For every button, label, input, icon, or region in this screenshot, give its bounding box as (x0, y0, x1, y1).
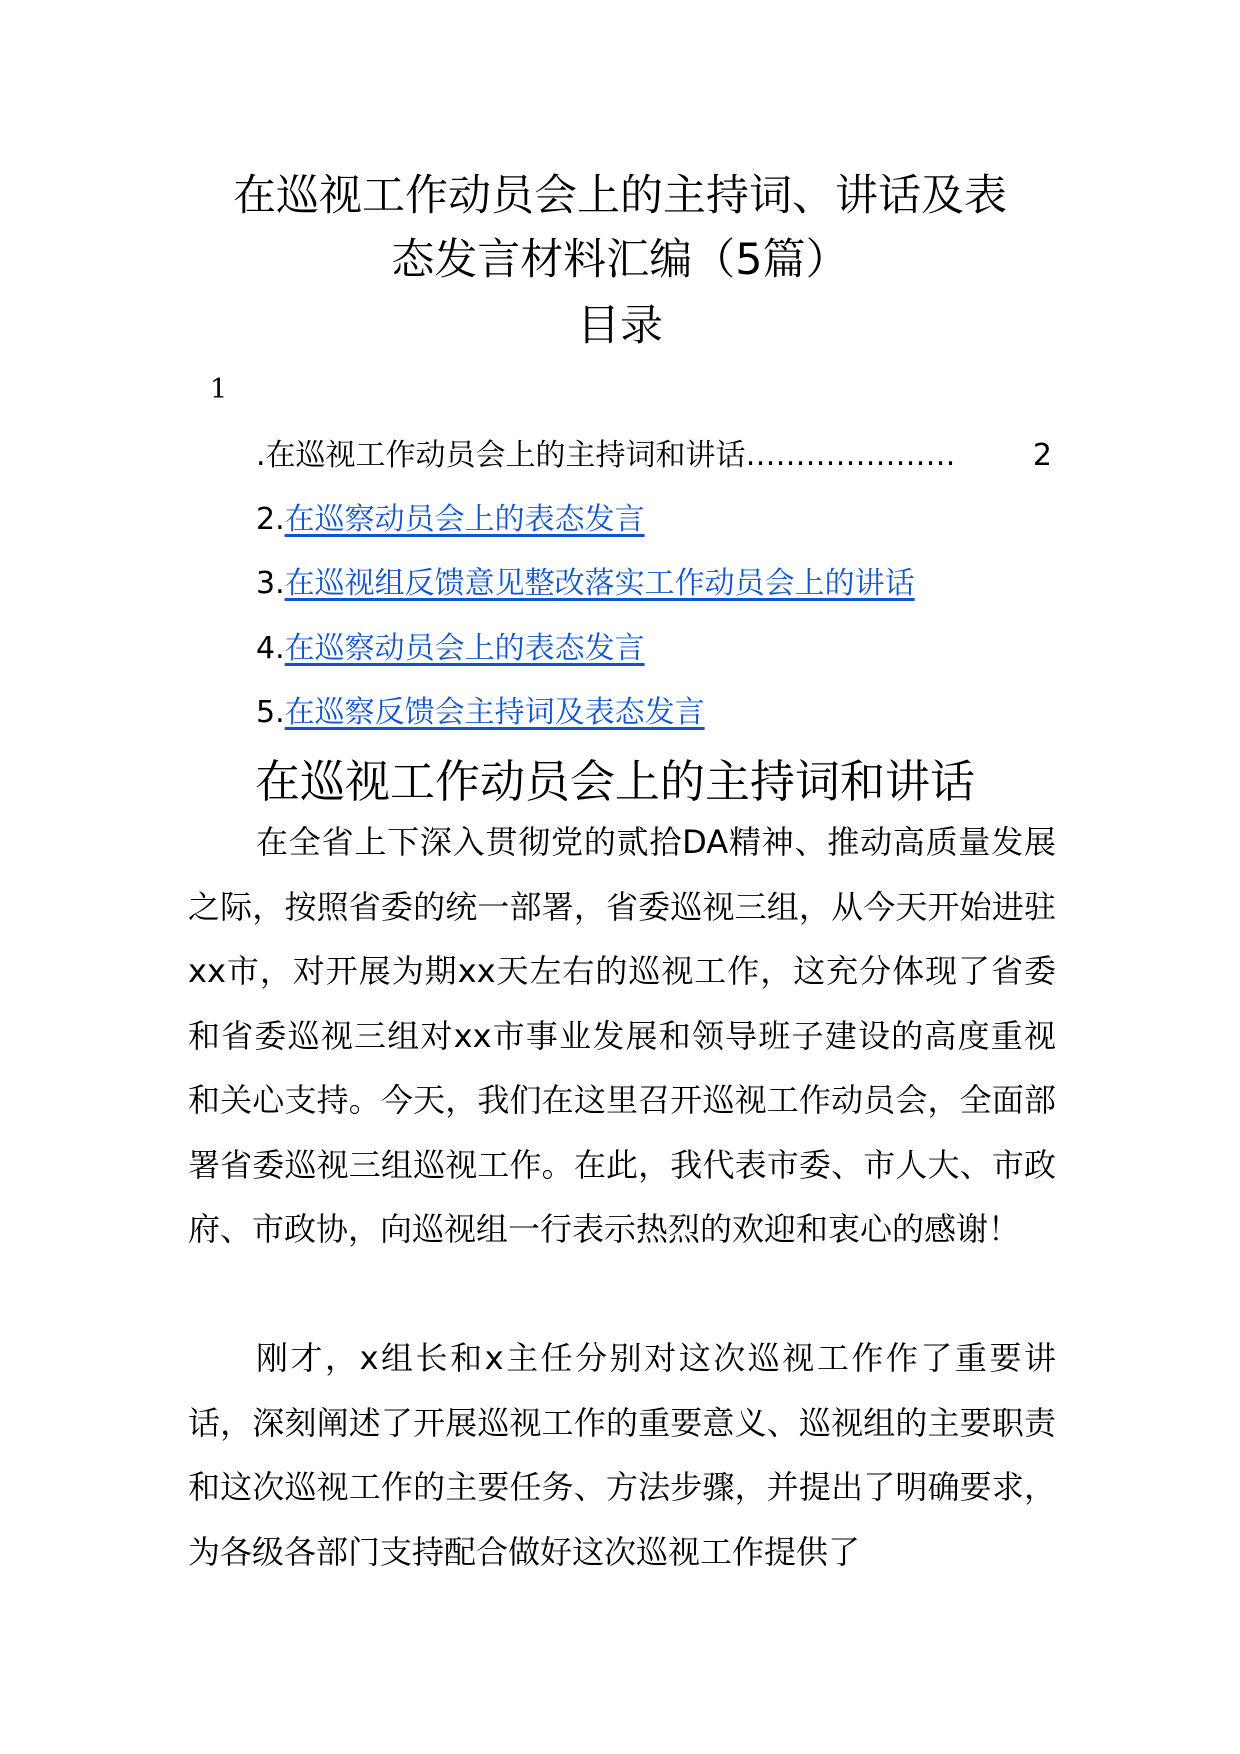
toc-item-number: 4. (256, 631, 285, 666)
toc-link-2[interactable]: 在巡察动员会上的表态发言 (284, 502, 645, 537)
toc-link-3[interactable]: 在巡视组反馈意见整改落实工作动员会上的讲话 (284, 566, 915, 601)
toc-link-5[interactable]: 在巡察反馈会主持词及表态发言 (284, 695, 705, 730)
body-paragraph-2: 刚才，x组长和x主任分别对这次巡视工作作了重要讲话，深刻阐述了开展巡视工作的重要意义、巡视组的主要职责和这次巡视工作的主要任务、方法步骤，并提出了明确要求，为各级各部门支持配合做好这次巡视工作提供了 (188, 1339, 1056, 1571)
toc-item-number: 3. (256, 566, 285, 601)
toc-item-4 (256, 627, 645, 671)
body-paragraph-1: 在全省上下深入贯彻党的贰拾DA精神、推动高质量发展之际，按照省委的统一部署，省委巡视三组，从今天开始进驻xx市，对开展为期xx天左右的巡视工作，这充分体现了省委和省委巡视三组对xx市事业发展和领导班子建设的高度重视和关心支持。今天，我们在这里召开巡视工作动员会，全面部署省委巡视三组巡视工作。在此，我代表市委、市人大、市政府、市政协，向巡视组一行表示热烈的欢迎和衷心的感谢！ (188, 823, 1056, 1248)
toc-heading: 目录 (577, 301, 663, 351)
toc-link-4[interactable]: 在巡察动员会上的表态发言 (284, 631, 645, 666)
toc-item-number: 5. (256, 695, 285, 730)
section-heading: 在巡视工作动员会上的主持词和讲话 (255, 755, 976, 808)
toc-item-5 (256, 691, 705, 735)
toc-stray-number: 1 (210, 374, 228, 405)
toc-dot-leader: ………………… (745, 438, 956, 473)
toc-item-text: .在巡视工作动员会上的主持词和讲话 (256, 438, 746, 473)
document-title-line-1: 在巡视工作动员会上的主持词、讲话及表 (233, 171, 1007, 221)
toc-item-1 (256, 434, 1052, 478)
toc-item-2 (256, 498, 645, 542)
toc-page-number: 2 (1032, 438, 1052, 473)
toc-item-3 (256, 562, 915, 606)
toc-item-number: 2. (256, 502, 285, 537)
document-title-line-2: 态发言材料汇编（5篇） (391, 235, 849, 285)
